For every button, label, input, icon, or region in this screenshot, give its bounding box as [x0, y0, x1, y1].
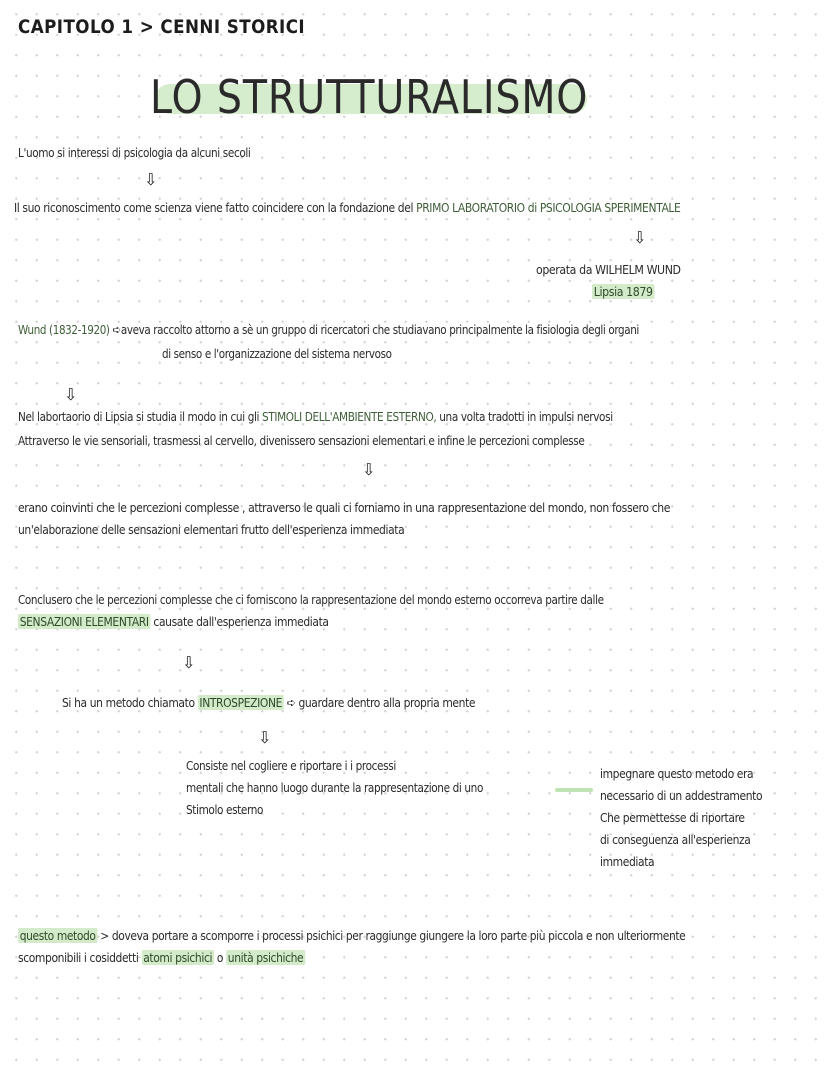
- right-arrow-icon: ➪: [112, 322, 121, 337]
- training-line-5: immediata: [600, 854, 655, 869]
- right-arrow-icon: ➪: [286, 695, 296, 710]
- consists-line-1: Consiste nel cogliere e riportare i i processi: [186, 758, 396, 773]
- stimuli-highlight: STIMOLI DELL'AMBIENTE ESTERNO,: [262, 409, 437, 424]
- place-year: [592, 284, 654, 299]
- consists-line-2: mentali che hanno luogo durante la rappresentazione di uno: [186, 780, 484, 795]
- final-line-2-mid: o: [216, 950, 224, 965]
- method-highlight: questo metodo: [19, 928, 96, 943]
- psychic-atoms-highlight: atomi psichici: [143, 950, 213, 965]
- down-arrow-icon: ⇩: [144, 170, 158, 189]
- concluded-line-2: [18, 614, 329, 629]
- lab-line-2: Attraverso le vie sensoriali, trasmessi al cervello, divenissero sensazioni elementari e infine le percezioni complesse: [18, 433, 585, 448]
- recognition-prefix: Il suo riconoscimento come scienza viene fatto coincidere con la fondazione del: [14, 200, 414, 215]
- method-prefix: Si ha un metodo chiamato: [62, 695, 195, 710]
- wund-text-1: aveva raccolto attorno a sè un gruppo di ricercatori che studiavano principalmente la fisiologia degli organi: [120, 322, 639, 337]
- wund-line-1: [18, 322, 639, 337]
- chapter-heading: CAPITOLO 1 > CENNI STORICI: [18, 16, 306, 38]
- first-lab-highlight: PRIMO LABORATORIO di PSICOLOGIA SPERIMENTALE: [416, 200, 681, 215]
- place-year-highlight: Lipsia 1879: [593, 284, 653, 299]
- introspection-highlight: INTROSPEZIONE: [199, 695, 283, 710]
- down-arrow-icon: ⇩: [633, 228, 647, 247]
- operated-by: operata da WILHELM WUND: [536, 262, 681, 277]
- training-line-3: Che permettesse di riportare: [600, 810, 745, 825]
- down-arrow-icon: ⇩: [182, 653, 196, 672]
- lab-line-1: [18, 409, 613, 424]
- training-line-4: di conseguenza all'esperienza: [600, 832, 751, 847]
- method-line: [62, 695, 475, 710]
- down-arrow-icon: ⇩: [258, 728, 272, 747]
- down-arrow-icon: ⇩: [64, 385, 78, 404]
- lab-line-1-prefix: Nel labortaorio di Lipsia si studia il modo in cui gli: [18, 409, 260, 424]
- lab-line-1-suffix: una volta tradotti in impulsi nervosi: [439, 409, 613, 424]
- page-title: LO STRUTTURALISMO: [150, 70, 589, 124]
- training-line-1: impegnare questo metodo era: [600, 766, 754, 781]
- concluded-line-1: Conclusero che le percezioni complesse che ci forniscono la rappresentazione del mondo esterno occorreva partire dalle: [18, 592, 604, 607]
- final-line-2: [18, 950, 305, 965]
- final-line-1-suffix: > doveva portare a scomporre i processi psichici per raggiunge giungere la loro parte più piccola e non ulteriormente: [100, 928, 686, 943]
- final-line-2-prefix: scomponibili i cosiddetti: [18, 950, 139, 965]
- training-line-2: necessario di un addestramento: [600, 788, 763, 803]
- wund-line-2: di senso e l'organizzazione del sistema nervoso: [162, 346, 392, 361]
- concluded-line-2-suffix: causate dall'esperienza immediata: [153, 614, 329, 629]
- connector-line: [555, 788, 593, 792]
- consists-line-3: Stimolo esterno: [186, 802, 264, 817]
- down-arrow-icon: ⇩: [362, 460, 376, 479]
- psychic-units-highlight: unità psichiche: [227, 950, 304, 965]
- convinced-line-1: erano coinvinti che le percezioni complesse , attraverso le quali ci forniamo in una rappresentazione del mondo, non fossero che: [18, 500, 671, 515]
- final-line-1: [18, 928, 685, 943]
- wund-name: Wund (1832-1920): [18, 322, 110, 337]
- recognition-line: [14, 200, 680, 215]
- intro-text: L'uomo si interessi di psicologia da alcuni secoli: [18, 145, 251, 160]
- method-suffix: guardare dentro alla propria mente: [298, 695, 476, 710]
- elementary-sensations-highlight: SENSAZIONI ELEMENTARI: [19, 614, 149, 629]
- convinced-line-2: un'elaborazione delle sensazioni elementari frutto dell'esperienza immediata: [18, 522, 405, 537]
